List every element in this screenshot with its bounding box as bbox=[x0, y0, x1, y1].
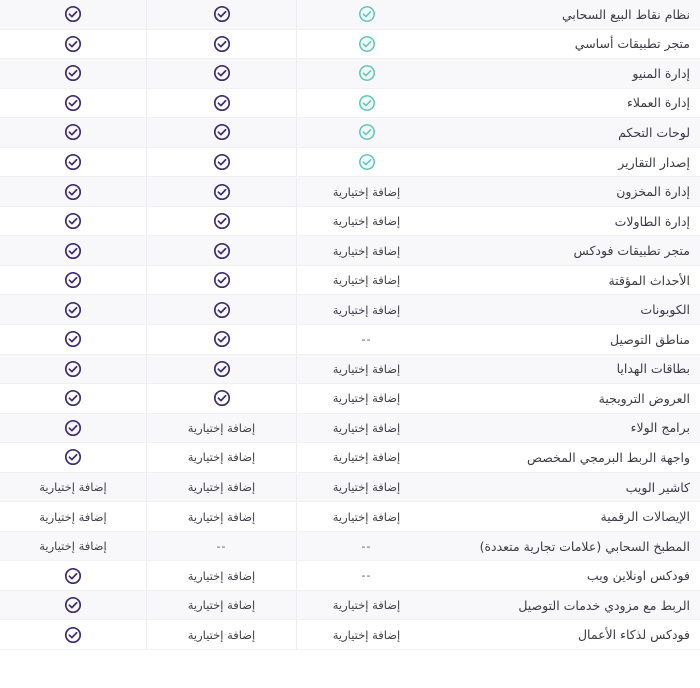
plan-cell-c3 bbox=[0, 532, 146, 561]
optional-addon-label: إضافة إختيارية bbox=[332, 184, 401, 199]
check-circle-teal-icon bbox=[358, 94, 376, 112]
plan-cell-c1 bbox=[296, 620, 436, 649]
plan-cell-c1 bbox=[296, 207, 436, 236]
table-row bbox=[0, 325, 700, 355]
plan-cell-c3 bbox=[0, 30, 146, 59]
feature-name: مناطق التوصيل bbox=[610, 331, 690, 347]
check-circle-icon bbox=[64, 64, 82, 82]
optional-addon-label: إضافة إختيارية bbox=[332, 627, 401, 642]
feature-name: الأحداث المؤقتة bbox=[608, 272, 690, 288]
check-circle-icon bbox=[213, 123, 231, 141]
table-row bbox=[0, 295, 700, 325]
check-circle-icon bbox=[64, 596, 82, 614]
check-circle-icon bbox=[64, 330, 82, 348]
plan-cell-c3 bbox=[0, 207, 146, 236]
table-row bbox=[0, 0, 700, 30]
check-circle-icon bbox=[213, 271, 231, 289]
check-circle-icon bbox=[213, 5, 231, 23]
not-available-dash: -- bbox=[361, 332, 372, 346]
not-available-dash: -- bbox=[361, 569, 372, 583]
plan-cell-c3 bbox=[0, 443, 146, 472]
optional-addon-label: إضافة إختيارية bbox=[332, 509, 401, 524]
plan-cell-c3 bbox=[0, 325, 146, 354]
plan-cell-c3 bbox=[0, 266, 146, 295]
plan-cell-c2 bbox=[146, 355, 296, 384]
check-circle-icon bbox=[64, 5, 82, 23]
plan-cell-c1 bbox=[296, 30, 436, 59]
table-row bbox=[0, 443, 700, 473]
feature-name: واجهة الربط البرمجي المخصص bbox=[526, 449, 690, 465]
optional-addon-label: إضافة إختيارية bbox=[332, 361, 401, 376]
plan-cell-c2 bbox=[146, 325, 296, 354]
plan-cell-c3 bbox=[0, 89, 146, 118]
table-row bbox=[0, 384, 700, 414]
check-circle-icon bbox=[64, 153, 82, 171]
plan-cell-c2 bbox=[146, 148, 296, 177]
table-row bbox=[0, 118, 700, 148]
table-row bbox=[0, 266, 700, 296]
check-circle-icon bbox=[64, 35, 82, 53]
plan-cell-c2 bbox=[146, 561, 296, 590]
table-row bbox=[0, 148, 700, 178]
plan-cell-c1 bbox=[296, 236, 436, 265]
check-circle-icon bbox=[64, 242, 82, 260]
check-circle-icon bbox=[213, 242, 231, 260]
plan-cell-c3 bbox=[0, 118, 146, 147]
plan-cell-c3 bbox=[0, 236, 146, 265]
optional-addon-label: إضافة إختيارية bbox=[187, 598, 256, 613]
feature-name: إصدار التقارير bbox=[618, 154, 690, 170]
optional-addon-label: إضافة إختيارية bbox=[332, 214, 401, 229]
plan-cell-c2 bbox=[146, 532, 296, 561]
plan-cell-c2 bbox=[146, 0, 296, 29]
optional-addon-label: إضافة إختيارية bbox=[187, 568, 256, 583]
optional-addon-label: إضافة إختيارية bbox=[332, 420, 401, 435]
plan-cell-c1 bbox=[296, 414, 436, 443]
plan-cell-c2 bbox=[146, 177, 296, 206]
plan-cell-c3 bbox=[0, 591, 146, 620]
plan-cell-c1 bbox=[296, 266, 436, 295]
plan-cell-c2 bbox=[146, 443, 296, 472]
feature-name: نظام نقاط البيع السحابي bbox=[561, 6, 690, 22]
plan-cell-c1 bbox=[296, 384, 436, 413]
check-circle-icon bbox=[213, 301, 231, 319]
optional-addon-label: إضافة إختيارية bbox=[187, 627, 256, 642]
plan-cell-c1 bbox=[296, 177, 436, 206]
optional-addon-label: إضافة إختيارية bbox=[332, 391, 401, 406]
check-circle-icon bbox=[213, 330, 231, 348]
plan-cell-c2 bbox=[146, 207, 296, 236]
plan-cell-c2 bbox=[146, 414, 296, 443]
plan-cell-c1 bbox=[296, 561, 436, 590]
feature-name: متجر تطبيقات أساسي bbox=[574, 36, 690, 52]
feature-name: إدارة العملاء bbox=[627, 95, 690, 111]
plan-cell-c1 bbox=[296, 355, 436, 384]
plan-cell-c3 bbox=[0, 502, 146, 531]
check-circle-icon bbox=[64, 626, 82, 644]
plan-cell-c1 bbox=[296, 89, 436, 118]
check-circle-teal-icon bbox=[358, 123, 376, 141]
plan-cell-c3 bbox=[0, 295, 146, 324]
feature-name: إدارة الطاولات bbox=[614, 213, 690, 229]
plan-cell-c2 bbox=[146, 591, 296, 620]
plan-cell-c1 bbox=[296, 443, 436, 472]
plan-cell-c2 bbox=[146, 266, 296, 295]
table-row bbox=[0, 207, 700, 237]
table-row bbox=[0, 473, 700, 503]
optional-addon-label: إضافة إختيارية bbox=[39, 509, 107, 524]
plan-cell-c2 bbox=[146, 473, 296, 502]
check-circle-icon bbox=[213, 389, 231, 407]
optional-addon-label: إضافة إختيارية bbox=[187, 509, 256, 524]
check-circle-icon bbox=[64, 271, 82, 289]
check-circle-icon bbox=[213, 35, 231, 53]
plan-cell-c3 bbox=[0, 59, 146, 88]
check-circle-icon bbox=[64, 212, 82, 230]
table-row bbox=[0, 355, 700, 385]
plan-cell-c3 bbox=[0, 473, 146, 502]
plan-cell-c3 bbox=[0, 561, 146, 590]
feature-name: فودكس اونلاين ويب bbox=[586, 568, 690, 584]
plan-cell-c1 bbox=[296, 59, 436, 88]
optional-addon-label: إضافة إختيارية bbox=[332, 598, 401, 613]
optional-addon-label: إضافة إختيارية bbox=[332, 450, 401, 465]
optional-addon-label: إضافة إختيارية bbox=[332, 273, 401, 288]
check-circle-teal-icon bbox=[358, 35, 376, 53]
feature-name: المطبخ السحابي (علامات تجارية متعددة) bbox=[479, 538, 690, 554]
feature-name: فودكس لذكاء الأعمال bbox=[577, 627, 690, 643]
optional-addon-label: إضافة إختيارية bbox=[187, 450, 256, 465]
feature-name: لوحات التحكم bbox=[618, 124, 690, 140]
plan-cell-c3 bbox=[0, 355, 146, 384]
check-circle-icon bbox=[213, 153, 231, 171]
check-circle-icon bbox=[64, 567, 82, 585]
check-circle-icon bbox=[64, 183, 82, 201]
plan-cell-c1 bbox=[296, 325, 436, 354]
plan-cell-c3 bbox=[0, 414, 146, 443]
table-row bbox=[0, 561, 700, 591]
feature-name: كاشير الويب bbox=[625, 479, 690, 495]
table-row bbox=[0, 30, 700, 60]
plan-cell-c1 bbox=[296, 118, 436, 147]
table-row bbox=[0, 177, 700, 207]
check-circle-icon bbox=[64, 123, 82, 141]
plan-cell-c2 bbox=[146, 59, 296, 88]
feature-name: الربط مع مزودي خدمات التوصيل bbox=[518, 597, 690, 613]
check-circle-teal-icon bbox=[358, 153, 376, 171]
plan-cell-c3 bbox=[0, 148, 146, 177]
feature-name: بطاقات الهدايا bbox=[616, 361, 690, 377]
optional-addon-label: إضافة إختيارية bbox=[332, 243, 401, 258]
check-circle-icon bbox=[64, 448, 82, 466]
check-circle-icon bbox=[64, 389, 82, 407]
table-row bbox=[0, 591, 700, 621]
table-row bbox=[0, 414, 700, 444]
plan-cell-c2 bbox=[146, 384, 296, 413]
optional-addon-label: إضافة إختيارية bbox=[187, 480, 256, 495]
feature-name: متجر تطبيقات فودكس bbox=[573, 243, 690, 259]
plan-cell-c3 bbox=[0, 384, 146, 413]
check-circle-icon bbox=[213, 94, 231, 112]
table-row bbox=[0, 89, 700, 119]
plan-cell-c2 bbox=[146, 89, 296, 118]
plan-cell-c1 bbox=[296, 148, 436, 177]
optional-addon-label: إضافة إختيارية bbox=[39, 539, 107, 554]
check-circle-icon bbox=[213, 183, 231, 201]
plan-cell-c3 bbox=[0, 0, 146, 29]
check-circle-icon bbox=[64, 301, 82, 319]
optional-addon-label: إضافة إختيارية bbox=[332, 480, 401, 495]
check-circle-icon bbox=[64, 419, 82, 437]
plan-cell-c1 bbox=[296, 0, 436, 29]
plan-cell-c2 bbox=[146, 30, 296, 59]
plan-cell-c1 bbox=[296, 591, 436, 620]
plan-cell-c1 bbox=[296, 295, 436, 324]
plan-cell-c3 bbox=[0, 620, 146, 649]
plan-cell-c2 bbox=[146, 236, 296, 265]
plan-cell-c1 bbox=[296, 473, 436, 502]
feature-name: العروض الترويجية bbox=[598, 390, 690, 406]
not-available-dash: -- bbox=[216, 539, 227, 553]
optional-addon-label: إضافة إختيارية bbox=[39, 480, 107, 495]
check-circle-icon bbox=[213, 64, 231, 82]
check-circle-icon bbox=[64, 94, 82, 112]
table-row bbox=[0, 620, 700, 650]
plan-cell-c2 bbox=[146, 620, 296, 649]
optional-addon-label: إضافة إختيارية bbox=[187, 420, 256, 435]
plan-cell-c1 bbox=[296, 532, 436, 561]
feature-name: إدارة المخزون bbox=[616, 184, 690, 200]
check-circle-teal-icon bbox=[358, 5, 376, 23]
feature-name: برامج الولاء bbox=[630, 420, 690, 436]
check-circle-icon bbox=[64, 360, 82, 378]
plan-cell-c2 bbox=[146, 295, 296, 324]
optional-addon-label: إضافة إختيارية bbox=[332, 302, 401, 317]
check-circle-teal-icon bbox=[358, 64, 376, 82]
plan-cell-c1 bbox=[296, 502, 436, 531]
table-row bbox=[0, 59, 700, 89]
check-circle-icon bbox=[213, 212, 231, 230]
not-available-dash: -- bbox=[361, 539, 372, 553]
feature-name: الإيصالات الرقمية bbox=[600, 509, 690, 525]
table-row bbox=[0, 532, 700, 562]
feature-name: إدارة المنيو bbox=[632, 65, 690, 81]
table-row bbox=[0, 236, 700, 266]
check-circle-icon bbox=[213, 360, 231, 378]
plan-cell-c2 bbox=[146, 502, 296, 531]
feature-name: الكوبونات bbox=[640, 302, 690, 318]
table-row bbox=[0, 502, 700, 532]
plan-cell-c3 bbox=[0, 177, 146, 206]
plan-cell-c2 bbox=[146, 118, 296, 147]
